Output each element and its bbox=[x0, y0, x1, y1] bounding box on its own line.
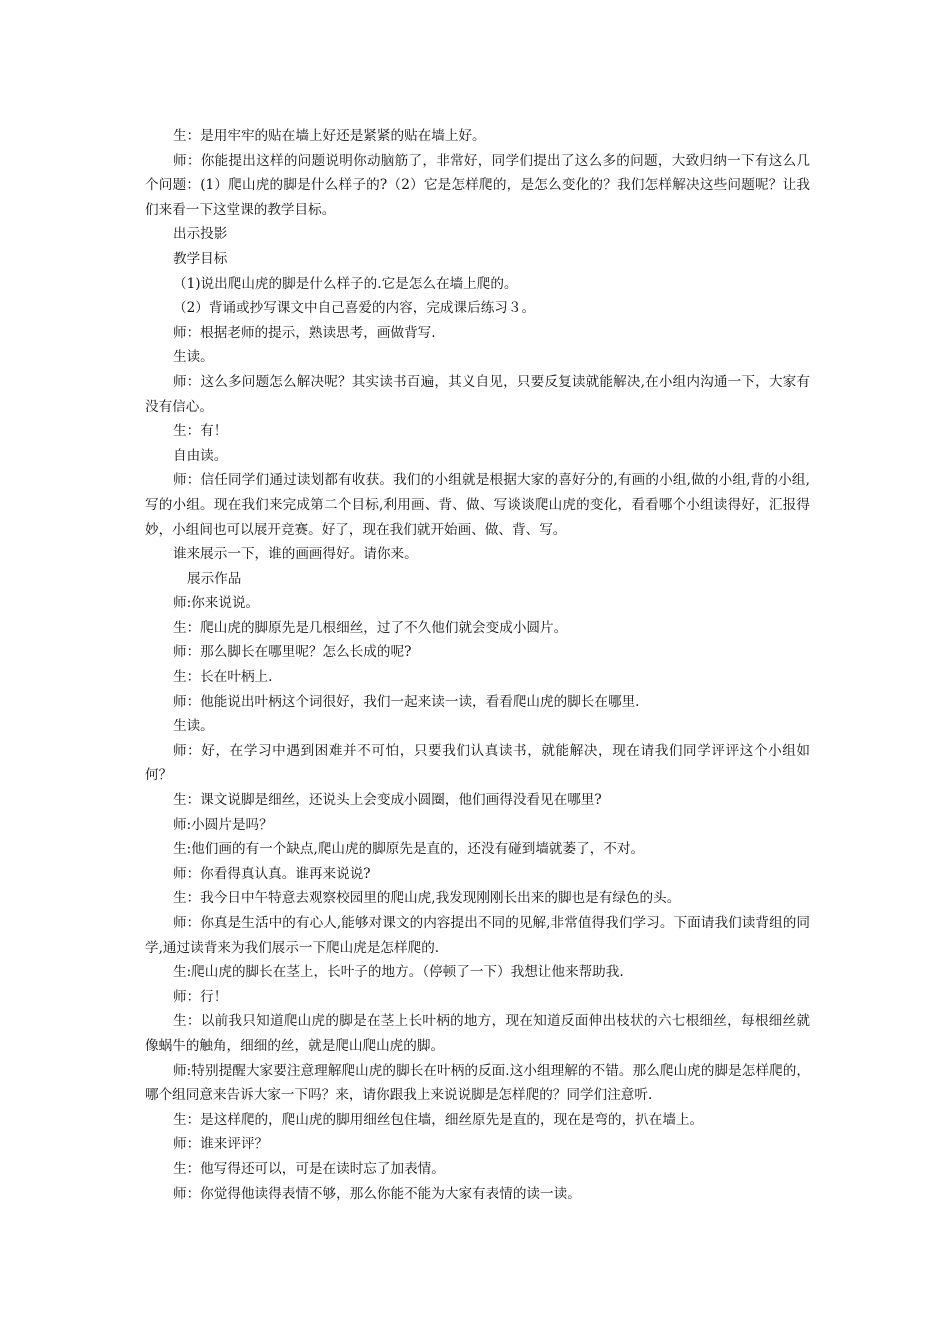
paragraph: 生读。 bbox=[173, 349, 214, 366]
paragraph: 生：爬山虎的脚原先是几根细丝，过了不久他们就会变成小圆片。 bbox=[173, 619, 568, 636]
paragraph: （1)说出爬山虎的脚是什么样子的.它是怎么在墙上爬的。 bbox=[173, 275, 518, 292]
paragraph: 展示作品 bbox=[187, 570, 242, 587]
paragraph: 生：以前我只知道爬山虎的脚是在茎上长叶柄的地方，现在知道反面伸出枝状的六七根细丝，每根细丝就像蜗牛的触角，细细的丝，就是爬山爬山虎的脚。 bbox=[145, 1013, 810, 1054]
paragraph: 自由读。 bbox=[173, 447, 228, 464]
paragraph: 师：谁来评评？ bbox=[173, 1136, 269, 1153]
paragraph: 生：是这样爬的，爬山虎的脚用细丝包住墙，细丝原先是直的，现在是弯的，扒在墙上。 bbox=[173, 1111, 704, 1128]
paragraph: 生：我今日中午特意去观察校园里的爬山虎,我发现刚刚长出来的脚也是有绿色的头。 bbox=[173, 890, 681, 907]
paragraph: 师：根据老师的提示，熟读思考，画做背写. bbox=[173, 324, 436, 341]
paragraph: 生:他们画的有一个缺点,爬山虎的脚原先是直的，还没有碰到墙就萎了，不对。 bbox=[173, 841, 645, 858]
paragraph: 师:小圆片是吗？ bbox=[173, 816, 273, 833]
document-page bbox=[145, 124, 810, 1206]
paragraph: 师：你看得真认真。谁再来说说? bbox=[173, 865, 371, 882]
paragraph: 师:你来说说。 bbox=[173, 595, 260, 612]
paragraph: 师：他能说出叶柄这个词很好，我们一起来读一读，看看爬山虎的脚长在哪里. bbox=[173, 693, 640, 710]
paragraph: 生：他写得还可以，可是在读时忘了加表情。 bbox=[173, 1160, 445, 1177]
paragraph: 谁来展示一下，谁的画画得好。请你来。 bbox=[173, 546, 418, 563]
paragraph: 生:爬山虎的脚长在茎上，长叶子的地方。（停顿了一下）我想让他来帮助我. bbox=[173, 964, 624, 981]
paragraph: 生：课文说脚是细丝，还说头上会变成小圆圈，他们画得没看见在哪里? bbox=[173, 792, 602, 809]
paragraph: 师：行！ bbox=[173, 988, 228, 1005]
paragraph: 师:特别提醒大家要注意理解爬山虎的脚长在叶柄的反面.这小组理解的不错。那么爬山虎的脚是怎样爬的，哪个组同意来告诉大家一下吗？来，请你跟我上来说说脚是怎样爬的？同学们注意听. bbox=[145, 1062, 810, 1104]
paragraph: 教学目标 bbox=[173, 250, 228, 267]
paragraph: 生：有！ bbox=[173, 423, 228, 440]
paragraph: 生：是用牢牢的贴在墙上好还是紧紧的贴在墙上好。 bbox=[173, 128, 486, 144]
paragraph: 师：你能提出这样的问题说明你动脑筋了，非常好，同学们提出了这么多的问题，大致归纳一下有这么几个问题：(1）爬山虎的脚是什么样子的?（2）它是怎样爬的，是怎么变化的？我们怎样解决这些问题呢？让我们来看一下这堂课的教学目标。 bbox=[145, 152, 810, 218]
paragraph: （2）背诵或抄写课文中自己喜爱的内容，完成课后练习３。 bbox=[173, 300, 536, 317]
paragraph: 出示投影 bbox=[173, 226, 228, 243]
paragraph: 师：你觉得他读得表情不够，那么你能不能为大家有表情的读一读。 bbox=[173, 1185, 581, 1202]
paragraph: 师：这么多问题怎么解决呢？其实读书百遍，其义自见，只要反复读就能解决,在小组内沟通一下，大家有没有信心。 bbox=[145, 373, 810, 415]
paragraph: 师：你真是生活中的有心人,能够对课文的内容提出不同的见解,非常值得我们学习。下面请我们读背组的同学,通过读背来为我们展示一下爬山虎是怎样爬的. bbox=[145, 915, 810, 956]
paragraph: 生读。 bbox=[173, 718, 214, 735]
paragraph: 师：那么脚长在哪里呢？怎么长成的呢? bbox=[173, 644, 412, 661]
paragraph: 生：长在叶柄上. bbox=[173, 669, 273, 686]
paragraph: 师：好，在学习中遇到困难并不可怕，只要我们认真读书，就能解决，现在请我们同学评评这个小组如何？ bbox=[145, 742, 810, 784]
paragraph: 师：信任同学们通过读划都有收获。我们的小组就是根据大家的喜好分的,有画的小组,做的小组,背的小组,写的小组。现在我们来完成第二个目标,利用画、背、做、写谈谈爬山虎的变化，看看哪个小组读得好，汇报得妙，小组间也可以展开竞赛。好了，现在我们就开始画、做、背、写。 bbox=[145, 472, 810, 538]
